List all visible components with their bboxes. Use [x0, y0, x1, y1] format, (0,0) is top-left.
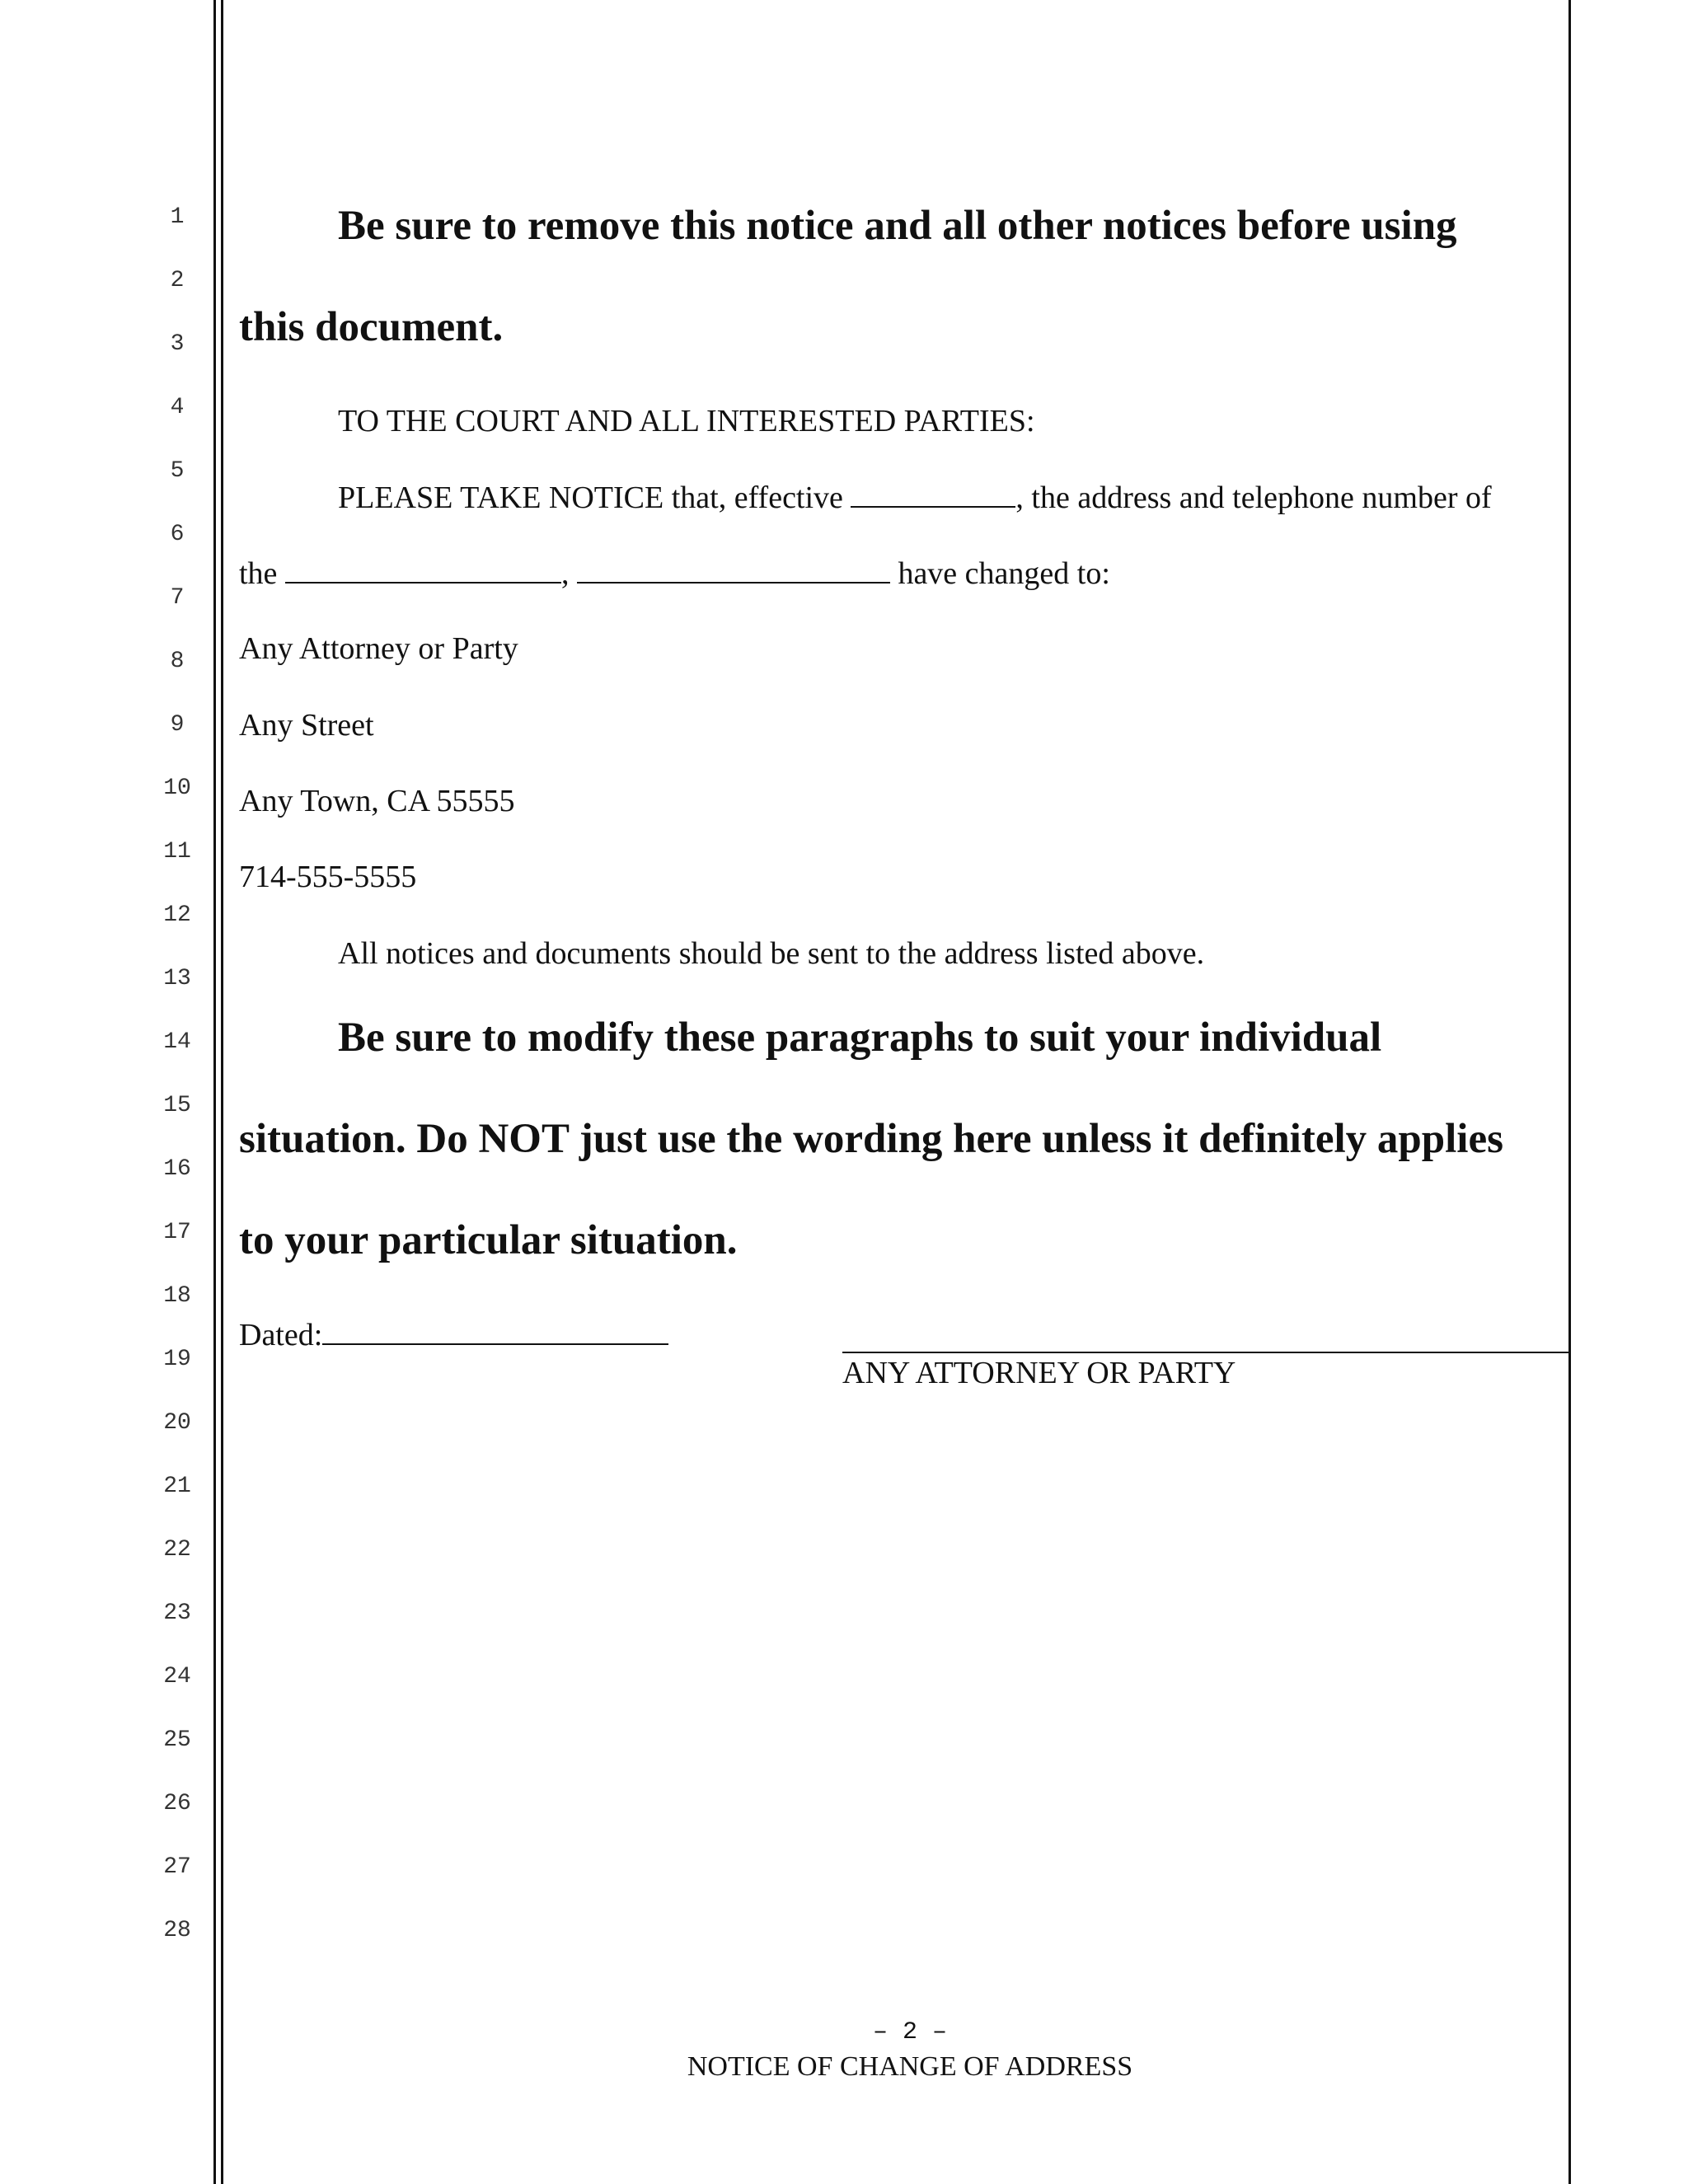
line-number: 17: [163, 1220, 191, 1245]
address-street: Any Street: [239, 708, 374, 743]
party-name-blank[interactable]: [577, 554, 890, 583]
line-number: 10: [163, 776, 191, 801]
footer-title: NOTICE OF CHANGE OF ADDRESS: [687, 2051, 1133, 2082]
effective-date-blank[interactable]: [851, 478, 1015, 508]
left-margin-rule-inner: [221, 0, 223, 2184]
line-number: 22: [163, 1537, 191, 1563]
line-number: 15: [163, 1093, 191, 1118]
signature-line[interactable]: [842, 1352, 1571, 1353]
address-phone-text: , the address and telephone number of: [1015, 480, 1492, 515]
all-notices-text: All notices and documents should be sent to the address listed above.: [338, 936, 1205, 971]
line-number: 5: [170, 458, 185, 484]
line-number: 18: [163, 1283, 191, 1309]
signer-name: ANY ATTORNEY OR PARTY: [842, 1356, 1236, 1390]
date-blank[interactable]: [322, 1315, 668, 1345]
have-changed-text: have changed to:: [898, 556, 1110, 591]
notice-paragraph-line-2: [239, 554, 1110, 593]
line-number: 11: [163, 839, 191, 865]
line-number: 19: [163, 1347, 191, 1372]
notice-bottom-line-1: Be sure to modify these paragraphs to suit your individual: [338, 1015, 1382, 1061]
line-number: 12: [163, 902, 191, 928]
comma-text: ,: [560, 556, 570, 591]
please-take-notice-text: PLEASE TAKE NOTICE that, effective: [338, 480, 843, 515]
line-number: 9: [170, 712, 185, 738]
page-number: – 2 –: [872, 2018, 947, 2046]
line-number: 25: [163, 1727, 191, 1753]
address-phone: 714-555-5555: [239, 860, 417, 894]
left-margin-rule-outer: [213, 0, 216, 2184]
line-number: 14: [163, 1029, 191, 1055]
right-margin-rule: [1568, 0, 1571, 2184]
line-number: 27: [163, 1854, 191, 1880]
dated-line: [239, 1315, 668, 1354]
party-type-blank[interactable]: [285, 554, 561, 583]
line-number: 23: [163, 1601, 191, 1626]
the-text: the: [239, 556, 278, 591]
salutation: TO THE COURT AND ALL INTERESTED PARTIES:: [338, 404, 1035, 438]
line-number: 20: [163, 1410, 191, 1436]
line-number: 7: [170, 585, 185, 611]
line-number: 1: [170, 204, 185, 230]
line-number: 2: [170, 268, 185, 293]
notice-top-line-1: Be sure to remove this notice and all other notices before using: [338, 203, 1457, 249]
line-number: 28: [163, 1918, 191, 1943]
line-number: 8: [170, 649, 185, 674]
dated-label: Dated:: [239, 1318, 323, 1352]
line-number: 24: [163, 1664, 191, 1690]
line-number: 26: [163, 1791, 191, 1816]
line-number: 13: [163, 966, 191, 991]
line-number: 3: [170, 331, 185, 357]
line-number: 21: [163, 1474, 191, 1499]
address-city: Any Town, CA 55555: [239, 784, 515, 818]
notice-paragraph-line-1: [338, 478, 1492, 517]
notice-bottom-line-3: to your particular situation.: [239, 1217, 738, 1263]
notice-bottom-line-2: situation. Do NOT just use the wording here unless it definitely applies: [239, 1116, 1503, 1162]
notice-top-line-2: this document.: [239, 304, 504, 350]
line-number: 4: [170, 395, 185, 420]
line-number: 16: [163, 1156, 191, 1182]
line-number: 6: [170, 522, 185, 547]
address-name: Any Attorney or Party: [239, 631, 518, 666]
